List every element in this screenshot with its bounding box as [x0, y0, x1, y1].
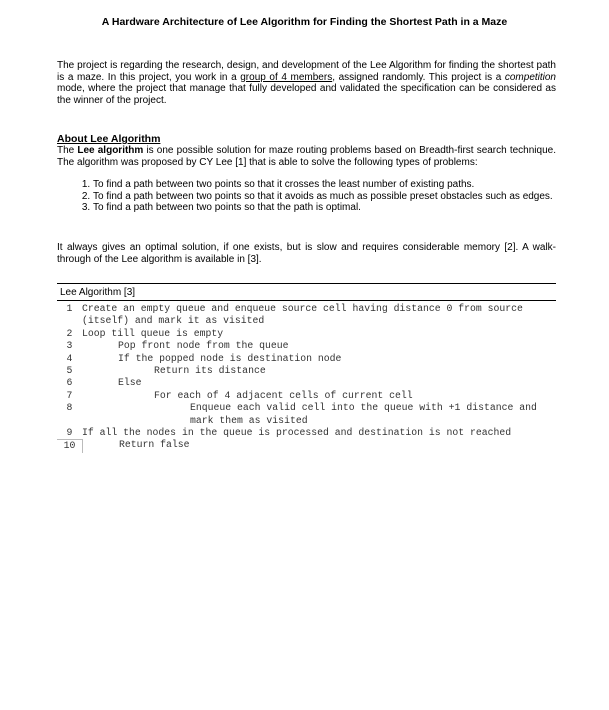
- line-number: 8: [66, 402, 73, 414]
- code-text: Return false: [119, 439, 190, 451]
- line-number: 9: [66, 427, 73, 439]
- algorithm-code: [57, 303, 556, 453]
- list-item: 1. To find a path between two points so that it crosses the least number of existing paths.: [93, 179, 556, 191]
- intro-paragraph: [57, 60, 556, 106]
- code-line: [57, 390, 556, 402]
- list-item: 2. To find a path between two points so that it avoids as much as possible preset obstacles such as edges.: [93, 191, 556, 203]
- code-line: [57, 303, 556, 328]
- about-text-2: is one possible solution for maze routing problems based on Breadth-first search technique. The algorithm was proposed by CY Lee [1] that is able to solve the following types of problems:: [57, 145, 556, 168]
- code-line: [57, 377, 556, 389]
- code-text: Pop front node from the queue: [118, 340, 289, 352]
- code-text: Return its distance: [154, 365, 266, 377]
- code-line: [57, 402, 556, 427]
- line-number: 3: [66, 340, 73, 352]
- line-number: 4: [66, 352, 73, 364]
- table-top-rule: [57, 283, 556, 284]
- line-number: 2: [66, 327, 73, 339]
- code-text: If all the nodes in the queue is processed and destination is not reached: [82, 427, 512, 439]
- intro-text-1: The project is regarding the research, design, and development of the Lee Algorithm for finding the shortest path is a maze. In this project, you work in a: [57, 60, 556, 83]
- code-text: Create an empty queue and enqueue source cell having distance 0 from source (itself) and mark it as visited: [82, 303, 529, 327]
- line-number: 7: [66, 389, 73, 401]
- code-line: [57, 353, 556, 365]
- document-title: A Hardware Architecture of Lee Algorithm for Finding the Shortest Path in a Maze: [101, 16, 508, 28]
- code-text: Else: [118, 377, 142, 389]
- section-heading-about: About Lee Algorithm: [57, 133, 161, 145]
- code-line: [57, 340, 556, 352]
- line-number: 6: [66, 377, 73, 389]
- table-header-rule: [57, 300, 556, 301]
- about-bold: Lee algorithm: [77, 145, 144, 156]
- line-number: 5: [66, 365, 73, 377]
- problem-list: [57, 179, 556, 214]
- line-number: 1: [66, 303, 73, 314]
- code-line: [57, 328, 556, 340]
- code-text: Loop till queue is empty: [82, 327, 224, 339]
- code-line: [57, 439, 556, 452]
- closing-paragraph: It always gives an optimal solution, if one exists, but is slow and requires considerable memory [2]. A walk-through of the Lee algorithm is available in [3].: [57, 242, 556, 265]
- about-paragraph: [57, 145, 556, 168]
- algorithm-caption: Lee Algorithm [3]: [60, 287, 136, 298]
- code-line: [57, 427, 556, 439]
- group-link[interactable]: group of 4 members: [240, 71, 333, 83]
- intro-text-3: mode, where the project that manage that fully developed and validated the specification can be considered as the winner of the project.: [57, 83, 556, 106]
- code-text: For each of 4 adjacent cells of current cell: [154, 389, 413, 401]
- intro-italic: competition: [504, 71, 556, 83]
- code-line: [57, 365, 556, 377]
- code-text: Enqueue each valid cell into the queue with +1 distance and mark them as visited: [190, 402, 543, 426]
- intro-text-2: , assigned randomly. This project is a: [332, 71, 505, 83]
- about-text-1: The: [57, 145, 78, 156]
- code-text: If the popped node is destination node: [118, 352, 342, 364]
- list-item: 3. To find a path between two points so that the path is optimal.: [93, 202, 556, 214]
- line-number: 10: [57, 439, 83, 452]
